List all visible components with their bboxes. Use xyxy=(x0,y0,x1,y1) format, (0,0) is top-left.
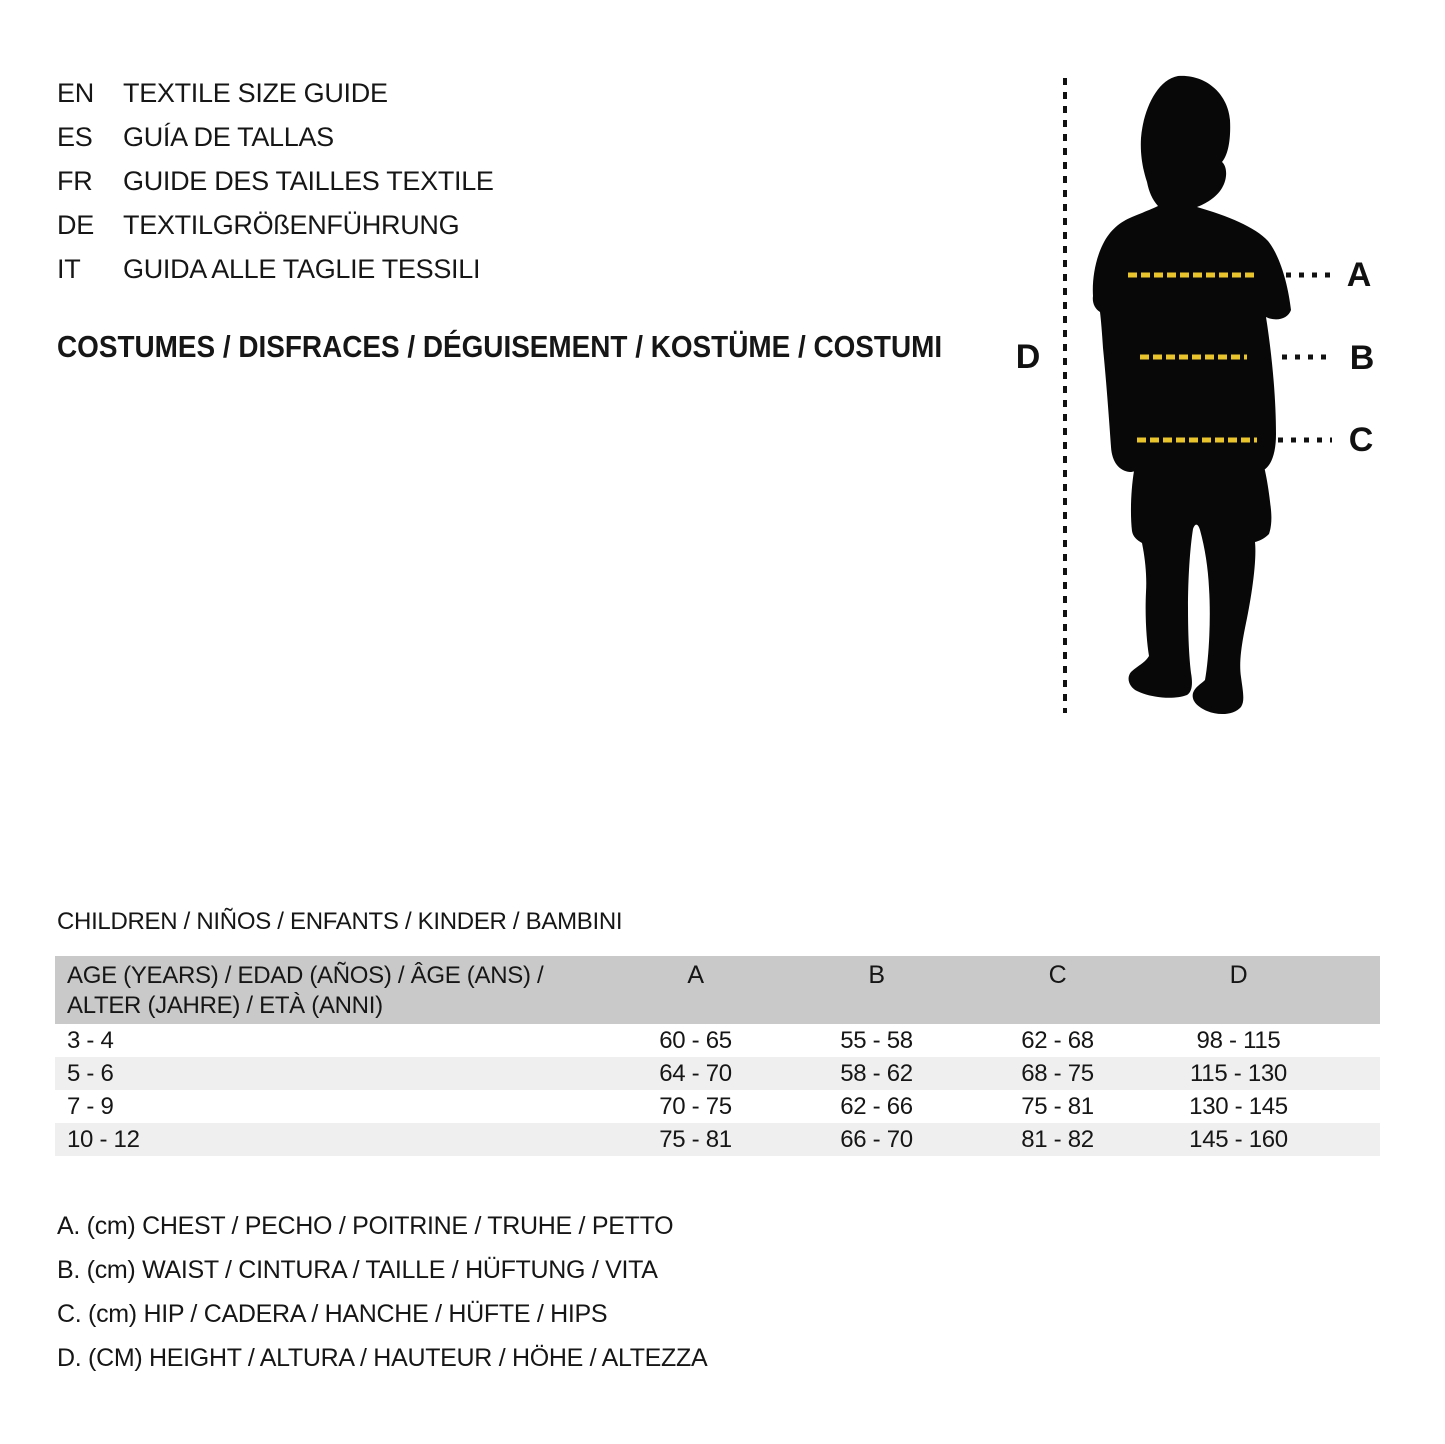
language-code: EN xyxy=(57,77,94,108)
language-row-fr xyxy=(57,159,494,203)
height-dimension-label: D xyxy=(1015,338,1041,376)
age-header-line1: AGE (YEARS) / EDAD (AÑOS) / ÂGE (ANS) / xyxy=(67,962,544,989)
language-code: DE xyxy=(57,209,94,240)
measurement-legend xyxy=(57,1204,707,1380)
language-code: ES xyxy=(57,121,93,152)
height-cell: 145 - 160 xyxy=(1148,1123,1329,1156)
table-row xyxy=(55,1090,1380,1123)
column-header-c: C xyxy=(967,956,1148,1024)
language-row-es xyxy=(57,115,494,159)
category-title-text: COSTUMES / DISFRACES / DÉGUISEMENT / KOSTÜME / COSTUMI xyxy=(57,329,943,364)
age-cell: 3 - 4 xyxy=(67,1026,114,1054)
language-row-de xyxy=(57,203,494,247)
age-column-header xyxy=(55,956,605,1024)
child-silhouette xyxy=(1093,76,1291,714)
table-header-row xyxy=(55,956,1380,1024)
waist-dimension-label: B xyxy=(1349,339,1375,377)
legend-height: D. (CM) HEIGHT / ALTURA / HAUTEUR / HÖHE / ALTEZZA xyxy=(57,1344,708,1372)
chest-cell: 64 - 70 xyxy=(605,1057,786,1090)
hip-cell: 68 - 75 xyxy=(967,1057,1148,1090)
row-spacer xyxy=(1329,1024,1380,1057)
language-title: GUÍA DE TALLAS xyxy=(123,121,334,152)
age-header-line2: ALTER (JAHRE) / ETÀ (ANNI) xyxy=(67,992,383,1019)
language-row-it xyxy=(57,247,494,291)
height-cell: 130 - 145 xyxy=(1189,1092,1288,1120)
legend-hip: C. (cm) HIP / CADERA / HANCHE / HÜFTE / HIPS xyxy=(57,1300,608,1328)
chest-cell: 75 - 81 xyxy=(605,1123,786,1156)
waist-cell: 55 - 58 xyxy=(840,1026,913,1054)
header-spacer xyxy=(1329,956,1380,1024)
hip-dimension-label: C xyxy=(1348,421,1374,459)
age-cell: 10 - 12 xyxy=(55,1123,605,1156)
column-header-d: D xyxy=(1148,956,1329,1024)
column-header-a: A xyxy=(605,956,786,1024)
language-title: GUIDE DES TAILLES TEXTILE xyxy=(123,165,494,196)
hip-cell: 81 - 82 xyxy=(967,1123,1148,1156)
language-row-en xyxy=(57,71,494,115)
height-cell: 115 - 130 xyxy=(1148,1057,1329,1090)
language-title: TEXTILE SIZE GUIDE xyxy=(123,77,388,108)
chest-cell: 60 - 65 xyxy=(659,1026,732,1054)
table-row xyxy=(55,1057,1380,1090)
row-spacer xyxy=(1329,1057,1380,1090)
row-spacer xyxy=(1329,1090,1380,1123)
hip-cell: 75 - 81 xyxy=(1021,1092,1094,1120)
age-cell: 5 - 6 xyxy=(55,1057,605,1090)
waist-cell: 58 - 62 xyxy=(786,1057,967,1090)
waist-cell: 66 - 70 xyxy=(786,1123,967,1156)
legend-chest: A. (cm) CHEST / PECHO / POITRINE / TRUHE / PETTO xyxy=(57,1212,674,1240)
column-header-b: B xyxy=(786,956,967,1024)
table-section-title: CHILDREN / NIÑOS / ENFANTS / KINDER / BAMBINI xyxy=(57,908,623,935)
table-row xyxy=(55,1123,1380,1156)
children-size-table xyxy=(55,956,1380,1156)
language-title: TEXTILGRÖßENFÜHRUNG xyxy=(123,209,460,240)
measurement-diagram xyxy=(1000,60,1445,720)
row-spacer xyxy=(1329,1123,1380,1156)
category-title xyxy=(57,329,1040,365)
language-list xyxy=(57,71,494,291)
language-code: IT xyxy=(57,253,81,284)
hip-cell: 62 - 68 xyxy=(1021,1026,1094,1054)
height-cell: 98 - 115 xyxy=(1196,1026,1281,1054)
chest-cell: 70 - 75 xyxy=(659,1092,732,1120)
waist-cell: 62 - 66 xyxy=(840,1092,913,1120)
legend-waist: B. (cm) WAIST / CINTURA / TAILLE / HÜFTUNG / VITA xyxy=(57,1256,658,1284)
age-cell: 7 - 9 xyxy=(67,1092,114,1120)
language-code: FR xyxy=(57,165,93,196)
language-title: GUIDA ALLE TAGLIE TESSILI xyxy=(123,253,481,284)
table-row xyxy=(55,1024,1380,1057)
chest-dimension-label: A xyxy=(1346,256,1372,294)
